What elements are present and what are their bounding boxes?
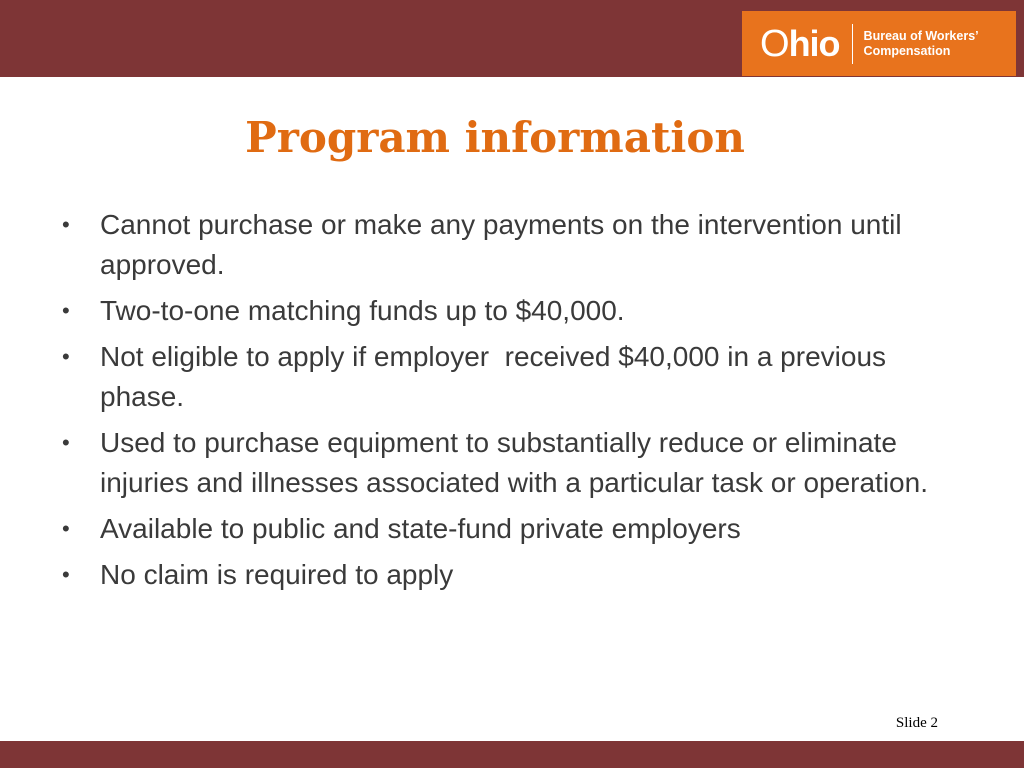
bullet-dot-icon: • xyxy=(62,516,70,541)
bullet-text: No claim is required to apply xyxy=(100,559,454,590)
logo-agency-line2: Compensation xyxy=(863,43,951,58)
bullet-text: Used to purchase equipment to substantially reduce or eliminate injuries and illnesses associated with a particular task or operation. xyxy=(100,427,928,498)
logo-agency-line1: Bureau of Workers’ xyxy=(863,28,979,43)
ohio-bwc-logo xyxy=(742,11,1016,76)
logo-agency-name xyxy=(864,29,979,59)
logo-wordmark-rest: hio xyxy=(788,22,840,64)
bullet-item xyxy=(60,205,960,285)
bullet-text: Not eligible to apply if employer received $40,000 in a previous phase. xyxy=(100,341,894,412)
bullet-dot-icon: • xyxy=(62,562,70,587)
bullet-list xyxy=(60,205,960,601)
header-band xyxy=(0,0,1024,77)
bullet-dot-icon: • xyxy=(62,430,70,455)
bullet-text: Cannot purchase or make any payments on the intervention until approved. xyxy=(100,209,902,280)
bullet-item xyxy=(60,337,960,417)
bullet-item xyxy=(60,291,960,331)
bullet-text: Two-to-one matching funds up to $40,000. xyxy=(100,295,625,326)
slide-title: Program information xyxy=(245,113,745,162)
bullet-item xyxy=(60,555,960,595)
slide-number: Slide 2 xyxy=(895,715,938,731)
bullet-dot-icon: • xyxy=(62,212,70,237)
logo-wordmark xyxy=(760,22,840,65)
bullet-text: Available to public and state-fund private employers xyxy=(100,513,741,544)
bullet-item xyxy=(60,423,960,503)
bullet-dot-icon: • xyxy=(62,344,70,369)
footer-band xyxy=(0,741,1024,768)
logo-wordmark-cap: O xyxy=(760,22,789,65)
bullet-item xyxy=(60,509,960,549)
logo-divider xyxy=(852,24,853,64)
bullet-dot-icon: • xyxy=(62,298,70,323)
